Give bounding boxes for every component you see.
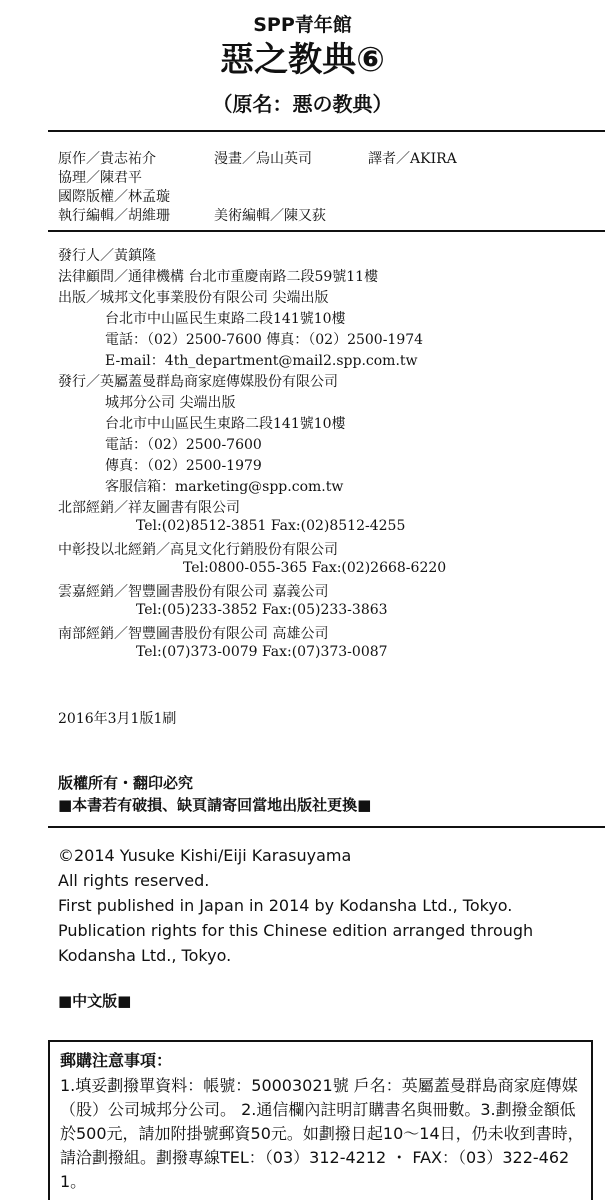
credit-assist: 協理／陳君平 bbox=[58, 170, 142, 186]
publisher-email: E-mail：4th_department@mail2.spp.com.tw bbox=[105, 353, 418, 369]
divider bbox=[48, 230, 605, 232]
credit-art-editor: 美術編輯／陳又荻 bbox=[214, 208, 326, 224]
credit-manga: 漫畫／烏山英司 bbox=[214, 151, 312, 167]
copyright-line: First published in Japan in 2014 by Kodansha Ltd., Tokyo. bbox=[58, 896, 513, 915]
divider bbox=[48, 130, 605, 132]
mail-order-text: 1.填妥劃撥單資料：帳號：50003021號 戶名：英屬蓋曼群島商家庭傳媒（股）公司城邦分公司。 2.通信欄內註明訂購書名與冊數。3.劃撥金額低於500元，請加附掛號郵資50元。如劃撥日起10～14日，仍未收到書時，請洽劃撥組。劃撥專線TEL：（03）312-4212 ・ FAX：（03）322-4621。 bbox=[60, 1076, 584, 1191]
central-distributor: 中彰投以北經銷／高見文化行銷股份有限公司 bbox=[58, 542, 338, 558]
distributor-name: 發行／英屬蓋曼群島商家庭傳媒股份有限公司 bbox=[58, 374, 338, 390]
copyright-line: Publication rights for this Chinese edition arranged through bbox=[58, 921, 534, 940]
yunjia-distributor: 雲嘉經銷／智豐圖書股份有限公司 嘉義公司 bbox=[58, 584, 329, 600]
book-title: 惡之教典⑥ bbox=[220, 40, 385, 80]
copyright-line: Kodansha Ltd., Tokyo. bbox=[58, 946, 232, 965]
south-distributor-contact: Tel:(07)373-0079 Fax:(07)373-0087 bbox=[136, 644, 388, 660]
rights-note: ■本書若有破損、缺頁請寄回當地出版社更換■ bbox=[58, 796, 372, 814]
central-distributor-contact: Tel:0800-055-365 Fax:(02)2668-6220 bbox=[183, 560, 447, 576]
north-distributor-contact: Tel:(02)8512-3851 Fax:(02)8512-4255 bbox=[136, 518, 406, 534]
issuer: 發行人／黃鎮隆 bbox=[58, 248, 156, 264]
original-title: （原名：悪の教典） bbox=[212, 92, 393, 116]
credit-international-rights: 國際版權／林孟璇 bbox=[58, 189, 170, 205]
credit-translator: 譯者／AKIRA bbox=[368, 151, 457, 167]
credit-executive-editor: 執行編輯／胡維珊 bbox=[58, 208, 170, 224]
distributor-fax: 傳真：（02）2500-1979 bbox=[105, 458, 262, 474]
south-distributor: 南部經銷／智豐圖書股份有限公司 高雄公司 bbox=[58, 626, 329, 642]
mail-order-title: 郵購注意事項： bbox=[60, 1051, 173, 1070]
legal-advisor: 法律顧問／通律機構 台北市重慶南路二段59號11樓 bbox=[58, 269, 379, 285]
print-date: 2016年3月1版1刷 bbox=[58, 711, 177, 727]
rights-title: 版權所有・翻印必究 bbox=[58, 774, 194, 792]
distributor-address: 台北市中山區民生東路二段141號10樓 bbox=[105, 416, 346, 432]
north-distributor: 北部經銷／祥友圖書有限公司 bbox=[58, 500, 240, 516]
mail-order-box bbox=[48, 1040, 593, 1200]
distributor-branch: 城邦分公司 尖端出版 bbox=[105, 395, 236, 411]
distributor-service-email: 客服信箱：marketing@spp.com.tw bbox=[105, 479, 344, 495]
yunjia-distributor-contact: Tel:(05)233-3852 Fax:(05)233-3863 bbox=[136, 602, 388, 618]
divider bbox=[48, 826, 605, 828]
credit-original-author: 原作／貴志祐介 bbox=[58, 151, 156, 167]
copyright-line: All rights reserved. bbox=[58, 871, 210, 890]
distributor-phone: 電話：（02）2500-7600 bbox=[105, 437, 262, 453]
edition-label: ■中文版■ bbox=[58, 992, 132, 1010]
copyright-line: ©2014 Yusuke Kishi/Eiji Karasuyama bbox=[58, 846, 352, 865]
publisher-address: 台北市中山區民生東路二段141號10樓 bbox=[105, 311, 346, 327]
publisher-name: 出版／城邦文化事業股份有限公司 尖端出版 bbox=[58, 290, 329, 306]
publisher-logo-text: SPP青年館 bbox=[253, 14, 352, 36]
publisher-phone: 電話：（02）2500-7600 傳真：（02）2500-1974 bbox=[105, 332, 424, 348]
